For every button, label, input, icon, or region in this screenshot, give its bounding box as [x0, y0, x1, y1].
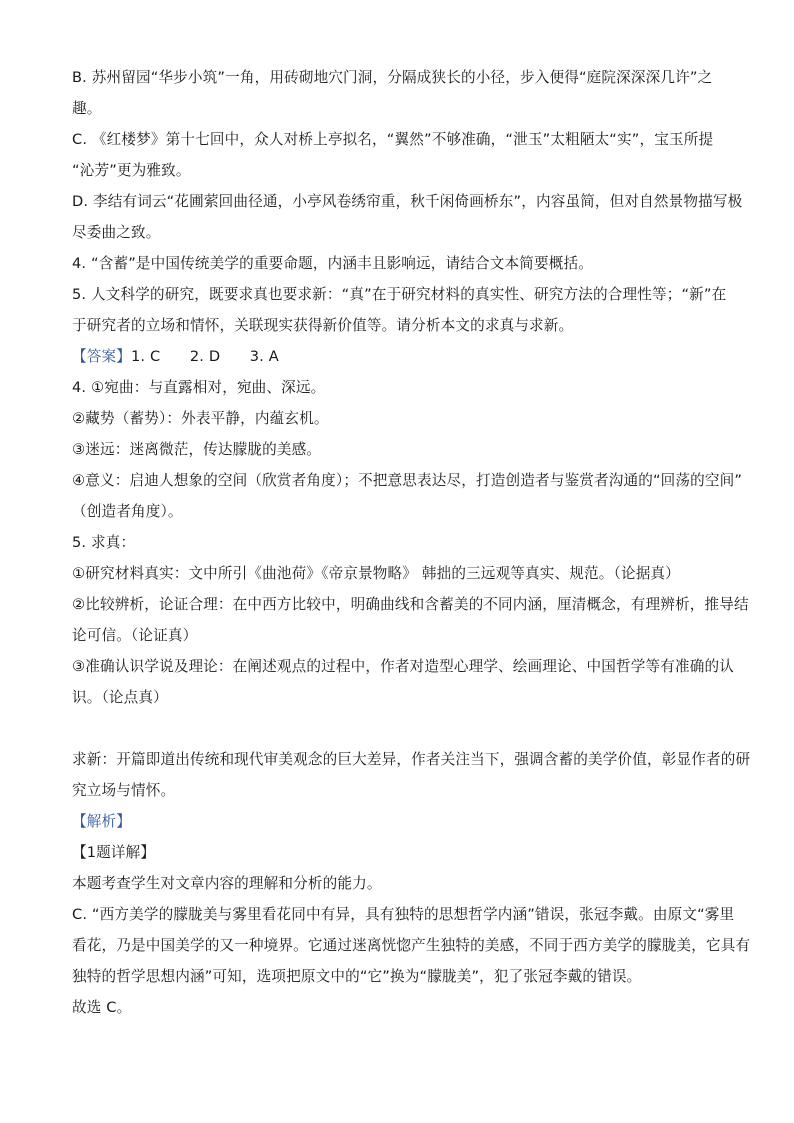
analysis-c-line1: C. “西方美学的朦胧美与雾里看花同中有异，具有独特的思想哲学内涵”错误，张冠李戴。由原文“雾里: [72, 906, 735, 923]
analysis-intro: 本题考查学生对文章内容的理解和分析的能力。: [72, 875, 382, 892]
answer-new-line1: 求新：开篇即道出传统和现代审美观念的巨大差异，作者关注当下，强调含蓄的美学价值，彰显作者的研: [72, 751, 751, 768]
answer-4-item-3: ③迷远：迷离微茫，传达朦胧的美感。: [72, 441, 322, 458]
option-c-line1: C. 《红楼梦》第十七回中，众人对桥上亭拟名，“翼然”不够准确，“泄玉”太粗陋太“实”，宝玉所提: [72, 131, 714, 148]
analysis-c-line3: 独特的哲学思想内涵”可知，选项把原文中的“它”换为“朦胧美”，犯了张冠李戴的错误。: [72, 968, 642, 985]
option-c-line2: “沁芳”更为雅致。: [72, 162, 191, 179]
analysis-q1-title: 【1题详解】: [72, 844, 156, 861]
answer-text: 1. C 2. D 3. A: [130, 348, 279, 365]
answer-4-item-2: ②藏势（蓄势）：外表平静，内蕴玄机。: [72, 410, 329, 427]
answer-5-item-2-line1: ②比较辨析，论证合理：在中西方比较中，明确曲线和含蓄美的不同内涵，厘清概念，有理辨析，推导结: [72, 596, 749, 613]
question-5-line1: 5. 人文科学的研究，既要求真也要求新：“真”在于研究材料的真实性、研究方法的合理性等；“新”在: [72, 286, 727, 303]
document-page: [72, 62, 751, 1023]
answer-new-line2: 究立场与情怀。: [72, 782, 176, 799]
analysis-c-line2: 看花，乃是中国美学的又一种境界。它通过迷离恍惚产生独特的美感，不同于西方美学的朦胧美，它具有: [72, 937, 751, 954]
answer-4-item-1: 4. ①宛曲：与直露相对，宛曲、深远。: [72, 379, 326, 396]
answer-5-heading: 5. 求真：: [72, 534, 136, 551]
answer-4-item-4-line1: ④意义：启迪人想象的空间（欣赏者角度）；不把意思表达尽，打造创造者与鉴赏者沟通的“回荡的空间”: [72, 472, 743, 489]
question-4: 4. “含蓄”是中国传统美学的重要命题，内涵丰且影响远，请结合文本简要概括。: [72, 255, 593, 272]
option-b-line1: B. 苏州留园“华步小筑”一角，用砖砌地穴门洞，分隔成狭长的小径，步入便得“庭院深深深几许”之: [72, 69, 713, 86]
option-d-line1: D. 李结有词云“花圃萦回曲径通，小亭风卷绣帘重，秋千闲倚画桥东”，内容虽简，但对自然景物描写极: [72, 193, 743, 210]
answer-label: 【答案】: [72, 348, 131, 365]
answer-5-item-1: ①研究材料真实：文中所引《曲池荷》《帝京景物略》 韩拙的三远观等真实、规范。（论据真）: [72, 565, 680, 582]
paragraph-gap: [72, 713, 724, 744]
option-b-line2: 趣。: [72, 100, 102, 117]
answer-5-item-3-line1: ③准确认识学说及理论：在阐述观点的过程中，作者对造型心理学、绘画理论、中国哲学等有准确的认: [72, 658, 734, 675]
answer-row: [72, 341, 724, 372]
analysis-label: 【解析】: [72, 813, 131, 830]
answer-5-item-2-line2: 论可信。（论证真）: [72, 627, 198, 644]
analysis-conclusion: 故选 C。: [72, 999, 132, 1016]
question-5-line2: 于研究者的立场和情怀，关联现实获得新价值等。请分析本文的求真与求新。: [72, 317, 574, 334]
option-d-line2: 尽委曲之致。: [72, 224, 161, 241]
answer-5-item-3-line2: 识。（论点真）: [72, 689, 168, 706]
answer-4-item-4-line2: （创造者角度）。: [72, 503, 183, 520]
